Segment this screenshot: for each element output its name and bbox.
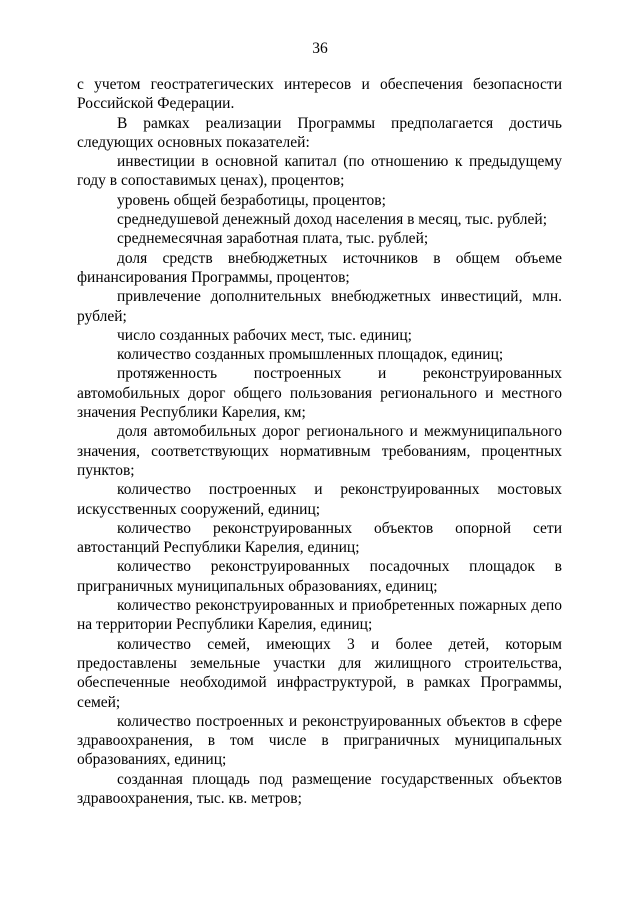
paragraph: доля средств внебюджетных источников в общем объеме финансирования Программы, процентов; (77, 249, 562, 286)
paragraph: среднедушевой денежный доход населения в месяц, тыс. рублей; (117, 211, 548, 229)
paragraph: инвестиции в основной капитал (по отношению к предыдущему году в сопоставимых ценах), процентов; (77, 153, 562, 190)
paragraph: число созданных рабочих мест, тыс. единиц; (117, 326, 412, 344)
page-number: 36 (312, 40, 328, 57)
document-body (77, 75, 562, 808)
paragraph: количество реконструированных посадочных площадок в приграничных муниципальных образованиях, единиц; (77, 558, 562, 595)
paragraph: созданная площадь под размещение государственных объектов здравоохранения, тыс. кв. метров; (77, 770, 562, 807)
paragraph: количество построенных и реконструированных мостовых искусственных сооружений, единиц; (77, 481, 562, 518)
paragraph: доля автомобильных дорог регионального и межмуниципального значения, соответствующих нормативным требованиям, процентных пунктов; (77, 423, 562, 479)
paragraph: количество семей, имеющих 3 и более детей, которым предоставлены земельные участки для жилищного строительства, обеспеченные необходимой инфраструктурой, в рамках Программы, семей; (77, 635, 562, 711)
paragraph: количество построенных и реконструированных объектов в сфере здравоохранения, в том числе в приграничных муниципальных образованиях, единиц; (77, 712, 562, 769)
paragraph: с учетом геостратегических интересов и обеспечения безопасности Российской Федерации. (77, 76, 562, 113)
paragraph: протяженность построенных и реконструированных автомобильных дорог общего пользования регионального и местного значения Республики Карелия, км; (77, 365, 562, 422)
paragraph: количество реконструированных и приобретенных пожарных депо на территории Республики Карелия, единиц; (77, 597, 562, 634)
paragraph: количество созданных промышленных площадок, единиц; (117, 346, 504, 364)
paragraph: количество реконструированных объектов опорной сети автостанций Республики Карелия, единиц; (77, 519, 562, 557)
paragraph: В рамках реализации Программы предполагается достичь следующих основных показателей: (77, 114, 562, 151)
paragraph: привлечение дополнительных внебюджетных инвестиций, млн. рублей; (77, 288, 562, 325)
paragraph: уровень общей безработицы, процентов; (117, 191, 386, 209)
paragraph: среднемесячная заработная плата, тыс. рублей; (117, 230, 429, 248)
